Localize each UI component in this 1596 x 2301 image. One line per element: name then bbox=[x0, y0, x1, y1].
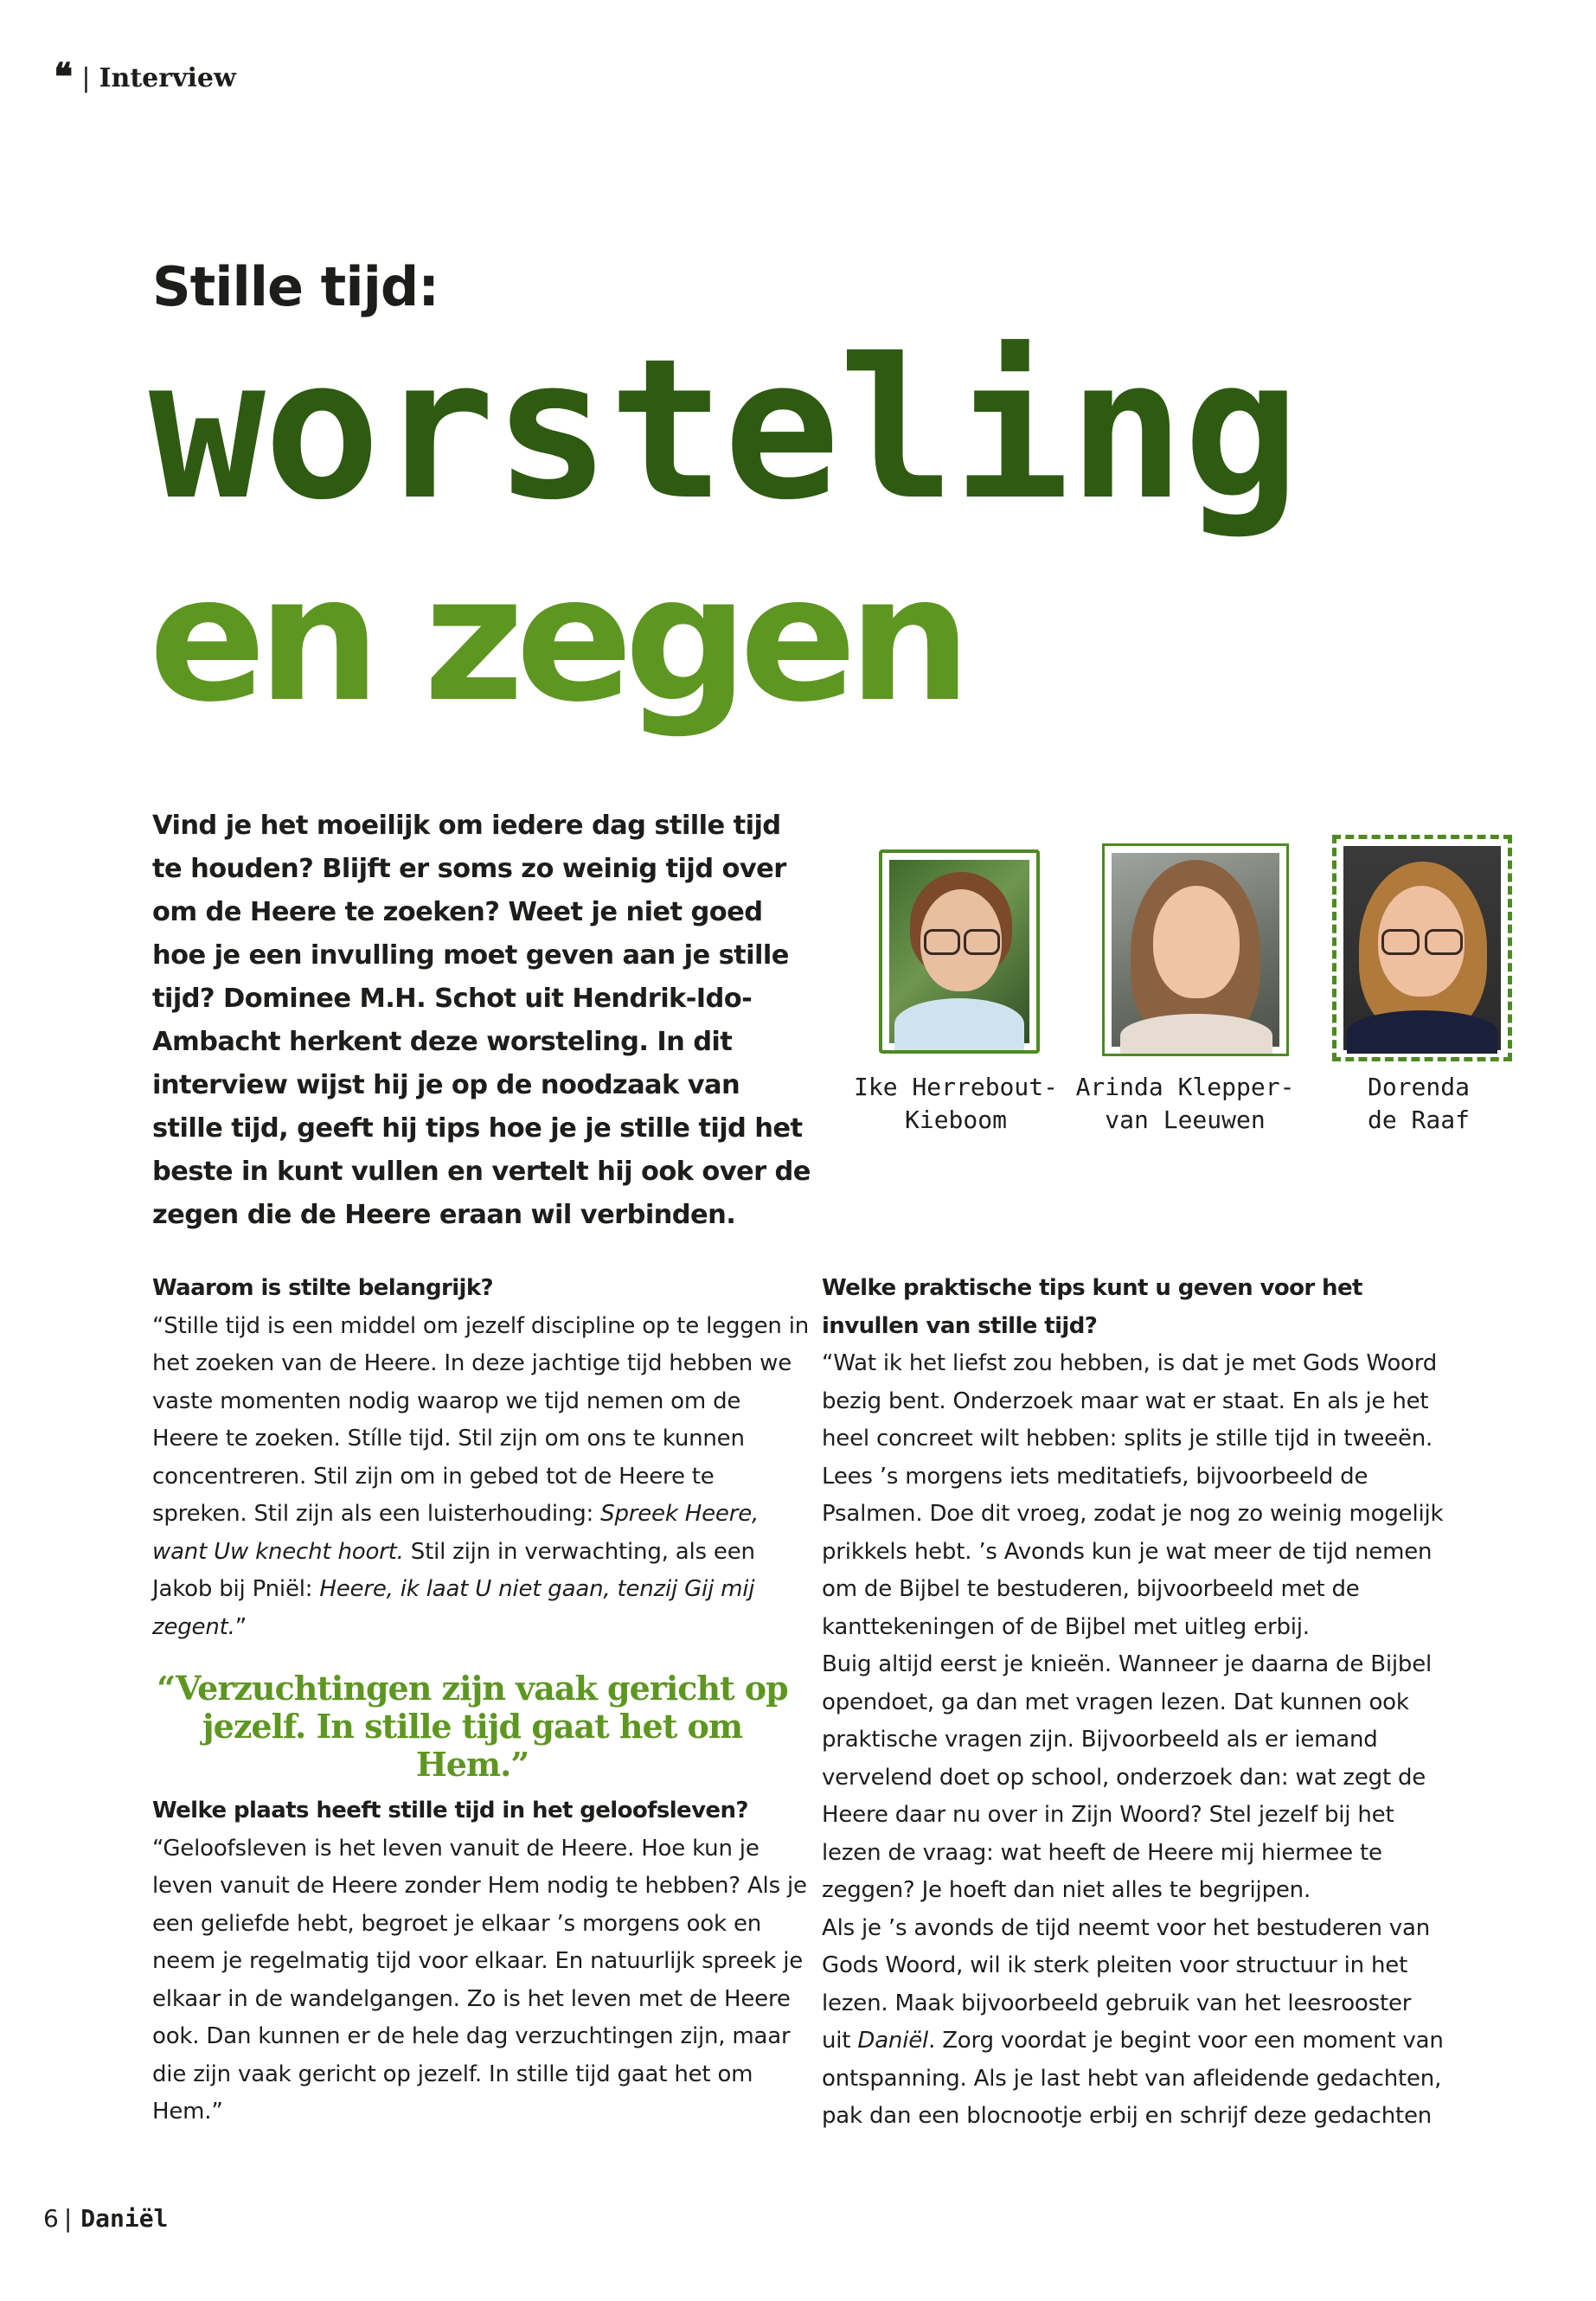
author-name-1: Ike Herrebout- Kieboom bbox=[853, 1073, 1058, 1134]
face-shape bbox=[1153, 886, 1240, 998]
intro-text: Vind je het moeilijk om iedere dag stille tijd te houden? Blijft er soms zo weinig tijd over om de Heere te zoeken? Weet je niet goed hoe je een invulling moet geven aan je stille tijd? Dominee M.H. Schot uit Hendrik-Ido-Ambacht herkent deze worsteling. In dit interview wijst hij je op de noodzaak van stille tijd, geeft hij tips hoe je je stille tijd het beste in kunt vullen en vertelt hij ook over de zegen die de Heere eraan wil verbinden. bbox=[152, 811, 811, 1230]
shoulders-shape bbox=[1120, 1014, 1272, 1056]
title-main: worsteling bbox=[149, 317, 1298, 542]
author-photo-3 bbox=[1332, 835, 1512, 1061]
author-name-3: Dorenda de Raaf bbox=[1367, 1073, 1470, 1134]
section-praktische-tips bbox=[822, 1270, 1445, 2136]
section-stilte bbox=[152, 1270, 810, 1646]
author-photo-1 bbox=[879, 849, 1040, 1054]
section-label: Interview bbox=[99, 62, 236, 93]
glasses-shape bbox=[1425, 929, 1463, 955]
answer-quote: Heere, ik laat U niet gaan, tenzij Gij mij zegent. bbox=[152, 1576, 755, 1640]
shoulders-shape bbox=[894, 998, 1024, 1050]
glasses-shape bbox=[964, 929, 1000, 955]
pull-quote: “Verzuchtingen zijn vaak gericht op jezelf. In stille tijd gaat het om Hem.” bbox=[157, 1669, 788, 1784]
answer-paragraph bbox=[822, 1910, 1445, 2136]
answer-text: “Geloofsleven is het leven vanuit de Heere. Hoe kun je leven vanuit de Heere zonder Hem nodig te hebben? Als je een geliefde hebt, begroet je elkaar ’s morgens ook en neem je regelmatig tijd voor elkaar. En natuurlijk spreek je elkaar in de wandelgangen. Zo is het leven met de Heere ook. Dan kunnen er de hele dag verzuchtingen zijn, maar die zijn vaak gericht op jezelf. In stille tijd gaat het om Hem.” bbox=[152, 1835, 807, 2125]
author-name-2: Arinda Klepper- van Leeuwen bbox=[1075, 1073, 1295, 1134]
question-heading: Waarom is stilte belangrijk? bbox=[152, 1275, 493, 1301]
page-number: 6 bbox=[43, 2204, 59, 2233]
answer-text bbox=[152, 1308, 810, 1647]
answer-part: ” bbox=[234, 1613, 247, 1640]
title-sub: en zegen bbox=[149, 539, 963, 740]
author-photo-2 bbox=[1102, 843, 1289, 1056]
answer-part: Als je ’s avonds de tijd neemt voor het bestuderen van Gods Woord, wil ik sterk pleiten voor structuur in het lezen. Maak bijvoorbeeld gebruik van het leesrooster uit bbox=[822, 1914, 1430, 2054]
page-header bbox=[54, 55, 236, 99]
shoulders-shape bbox=[1347, 1010, 1497, 1054]
magazine-reference: Daniël bbox=[857, 2028, 929, 2054]
section-geloofsleven bbox=[152, 1792, 810, 2131]
glasses-shape bbox=[1381, 929, 1420, 955]
photo-background bbox=[1112, 853, 1279, 1047]
question-heading: Welke plaats heeft stille tijd in het geloofsleven? bbox=[152, 1798, 748, 1823]
title-kicker: Stille tijd: bbox=[152, 255, 439, 318]
glasses-shape bbox=[924, 929, 960, 955]
photo-background bbox=[889, 860, 1029, 1043]
page-footer bbox=[43, 2204, 168, 2233]
answer-quote: Spreek Heere, want Uw knecht hoort. bbox=[152, 1501, 760, 1565]
footer-divider: | bbox=[63, 2204, 73, 2233]
answer-paragraph: Buig altijd eerst je knieën. Wanneer je daarna de Bijbel opendoet, ga dan met vragen lezen. Dat kunnen ook praktische vragen zijn. Bijvoorbeeld als er iemand vervelend doet op school, onderzoek dan: wat zegt de Heere daar nu over in Zijn Woord? Stel jezelf bij het lezen de vraag: wat heeft de Heere mij hiermee te zeggen? Je hoeft dan niet alles te begrijpen. bbox=[822, 1651, 1433, 1903]
question-heading: Welke praktische tips kunt u geven voor het invullen van stille tijd? bbox=[822, 1275, 1362, 1339]
answer-part: Stil zijn in verwachting, als een Jakob bij Pniël: bbox=[152, 1538, 755, 1602]
answer-part: “Stille tijd is een middel om jezelf discipline op te leggen in het zoeken van de Heere. In deze jachtige tijd hebben we vaste momenten nodig waarop we tijd nemen om de Heere te zoeken. Stílle tijd. Stil zijn om ons te kunnen concentreren. Stil zijn om in gebed tot de Heere te spreken. Stil zijn als een luisterhouding: bbox=[152, 1312, 810, 1527]
quote-mark-icon: ❛❛ bbox=[54, 55, 68, 99]
header-divider: | bbox=[81, 62, 91, 93]
magazine-name: Daniël bbox=[80, 2204, 169, 2233]
answer-part: . Zorg voordat je begint voor een moment van ontspanning. Als je last hebt van afleidende gedachten, pak dan een blocnootje erbij en schrijf deze gedachten bbox=[822, 2028, 1444, 2129]
answer-paragraph: “Wat ik het liefst zou hebben, is dat je met Gods Woord bezig bent. Onderzoek maar wat er staat. En als je het heel concreet wilt hebben: splits je stille tijd in tweeën. Lees ’s morgens iets meditatiefs, bijvoorbeeld de Psalmen. Doe dit vroeg, zodat je nog zo weinig mogelijk prikkels hebt. ’s Avonds kun je wat meer de tijd nemen om de Bijbel te bestuderen, bijvoorbeeld met de kanttekeningen of de Bijbel met uitleg erbij. bbox=[822, 1350, 1444, 1640]
photo-background bbox=[1343, 846, 1501, 1050]
